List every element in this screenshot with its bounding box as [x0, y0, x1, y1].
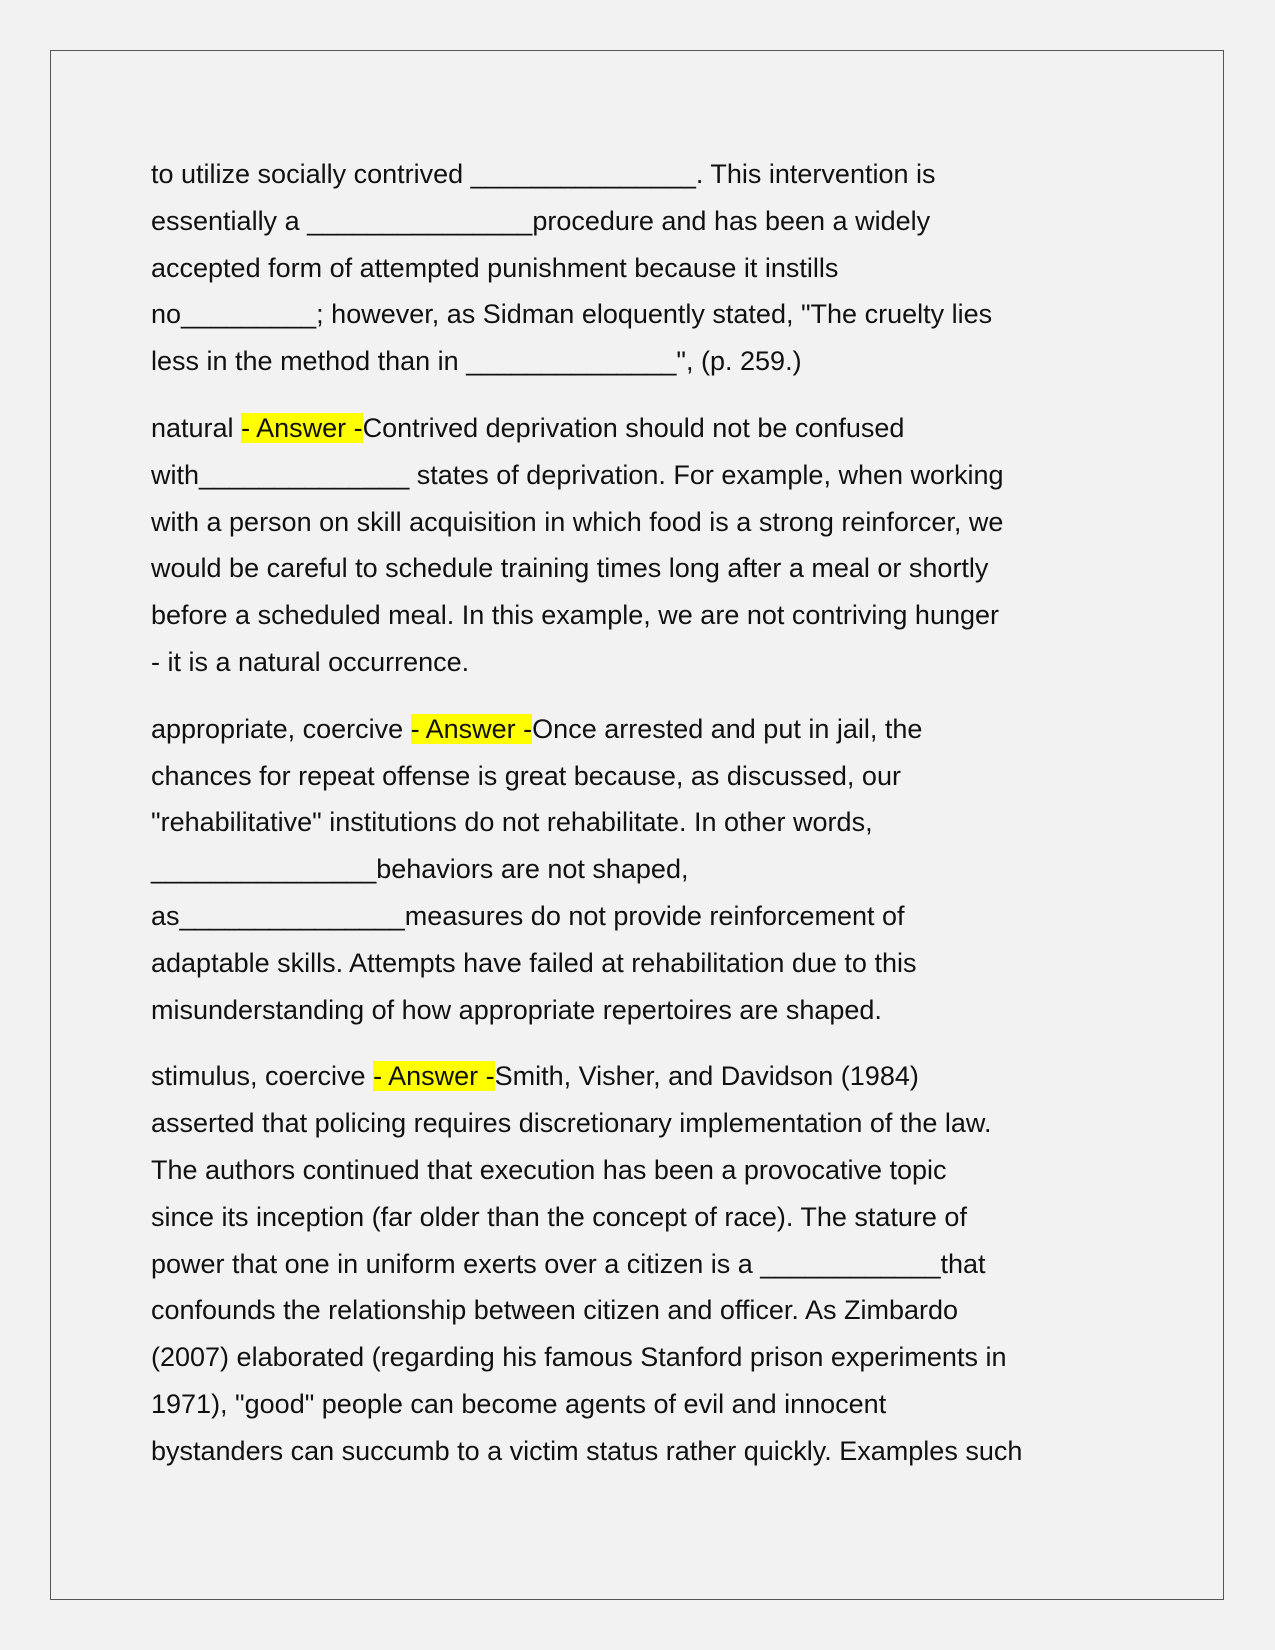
text-line: as_______________measures do not provide reinforcement of	[151, 900, 905, 931]
text-line: misunderstanding of how appropriate repertoires are shaped.	[151, 994, 882, 1025]
text-line: since its inception (far older than the concept of race). The stature of	[151, 1201, 967, 1232]
document-body	[151, 151, 1131, 1495]
paragraph-answer-appropriate	[151, 706, 1131, 1034]
text-line: less in the method than in ______________", (p. 259.)	[151, 346, 802, 377]
text-line: (2007) elaborated (regarding his famous Stanford prison experiments in	[151, 1342, 1007, 1373]
text-line: - it is a natural occurrence.	[151, 646, 470, 677]
answer-marker-highlight: - Answer -	[373, 1061, 495, 1092]
text-line: to utilize socially contrived _______________. This intervention is	[151, 159, 936, 189]
text-line: accepted form of attempted punishment because it instills	[151, 252, 839, 283]
text-line: "rehabilitative" institutions do not rehabilitate. In other words,	[151, 807, 873, 838]
text-line: no_________; however, as Sidman eloquently stated, "The cruelty lies	[151, 299, 993, 330]
answer-marker-highlight: - Answer -	[410, 713, 533, 744]
text-line: asserted that policing requires discretionary implementation of the law.	[151, 1108, 992, 1139]
text-line	[151, 405, 1131, 452]
question-text: Once arrested and put in jail, the	[532, 713, 923, 744]
text-line: chances for repeat offense is great because, as discussed, our	[151, 760, 901, 791]
text-line	[151, 1053, 1131, 1100]
question-text: Contrived deprivation should not be confused	[362, 412, 905, 443]
text-line: adaptable skills. Attempts have failed at rehabilitation due to this	[151, 947, 917, 978]
answer-marker-highlight: - Answer -	[241, 412, 363, 443]
text-line: bystanders can succumb to a victim status rather quickly. Examples such	[151, 1435, 1023, 1466]
text-line: _______________behaviors are not shaped,	[151, 854, 689, 885]
text-line: 1971), "good" people can become agents of evil and innocent	[151, 1388, 887, 1419]
document-page	[50, 50, 1224, 1600]
paragraph-question	[151, 151, 1131, 385]
text-line: with______________ states of deprivation. For example, when working	[151, 459, 1004, 490]
text-line: essentially a _______________procedure and has been a widely	[151, 205, 931, 236]
paragraph-answer-natural	[151, 405, 1131, 686]
text-line: would be careful to schedule training times long after a meal or shortly	[151, 553, 989, 584]
text-line: confounds the relationship between citizen and officer. As Zimbardo	[151, 1295, 958, 1326]
text-line: before a scheduled meal. In this example, we are not contriving hunger	[151, 600, 999, 631]
paragraph-answer-stimulus	[151, 1053, 1131, 1474]
answer-text: natural	[151, 412, 242, 443]
text-line: power that one in uniform exerts over a citizen is a ____________that	[151, 1248, 986, 1279]
text-line: with a person on skill acquisition in which food is a strong reinforcer, we	[151, 506, 1004, 537]
answer-text: appropriate, coercive	[151, 713, 411, 744]
text-line	[151, 706, 1131, 753]
answer-text: stimulus, coercive	[151, 1061, 374, 1092]
text-line: The authors continued that execution has been a provocative topic	[151, 1154, 947, 1185]
question-text: Smith, Visher, and Davidson (1984)	[494, 1061, 919, 1092]
